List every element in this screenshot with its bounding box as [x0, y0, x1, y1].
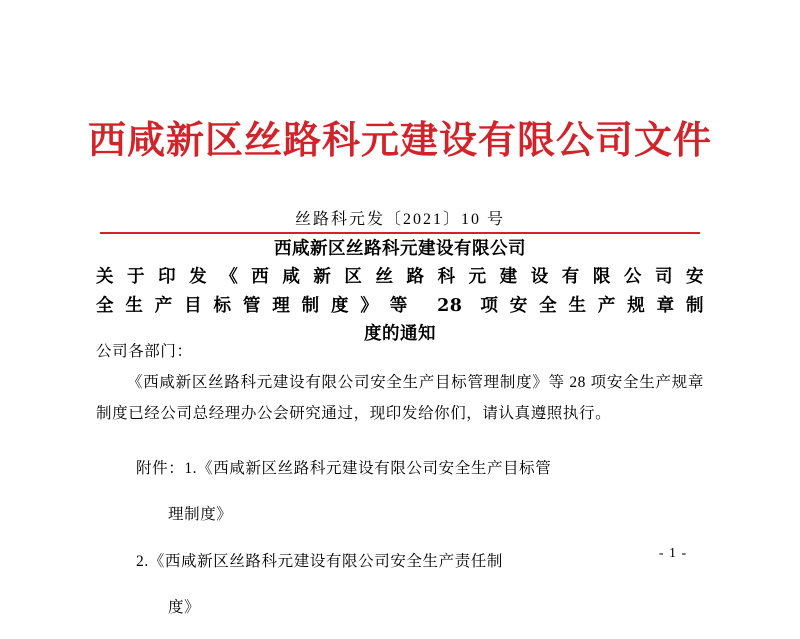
attachment-2-text-cont: 度》 [168, 599, 201, 616]
body-paragraph-1: 《西咸新区丝路科元建设有限公司安全生产目标管理制度》等 28 项安全生产规章制度已经公司总经理办公会研究通过，现印发给你们，请认真遵照执行。 [96, 374, 704, 422]
red-separator-rule [100, 232, 700, 234]
document-title-block [96, 235, 704, 348]
document-title-line-4: 度的通知 [364, 324, 436, 345]
document-number-text: 丝路科元发〔2021〕10 号 [294, 211, 505, 228]
attachment-2-text: 《西咸新区丝路科元建设有限公司安全生产责任制 [148, 552, 504, 570]
document-title-line-2: 关于印发《西咸新区丝路科元建设有限公司安 [96, 267, 704, 288]
attachments-label: 附件： [136, 459, 185, 477]
attachment-row-1 [96, 453, 704, 484]
document-body [96, 336, 704, 429]
document-title-line-1: 西咸新区丝路科元建设有限公司 [274, 239, 526, 259]
page-number [0, 546, 800, 562]
document-number [0, 206, 800, 229]
attachment-1-text-cont: 理制度》 [168, 506, 233, 523]
document-title-line-3: 全生产目标管理制度》等 28 项安全生产规章制 [96, 295, 704, 316]
attachment-2-number: 2. [136, 552, 149, 570]
document-header-title: 西咸新区丝路科元建设有限公司文件 [87, 117, 712, 162]
attachment-1-number: 1. [184, 459, 198, 477]
attachments-block [96, 437, 704, 639]
salutation: 公司各部门： [96, 343, 193, 360]
page-number-text: - 1 - [658, 546, 688, 561]
attachment-1-text: 《西咸新区丝路科元建设有限公司安全生产目标管 [197, 459, 552, 477]
document-header [0, 118, 800, 162]
